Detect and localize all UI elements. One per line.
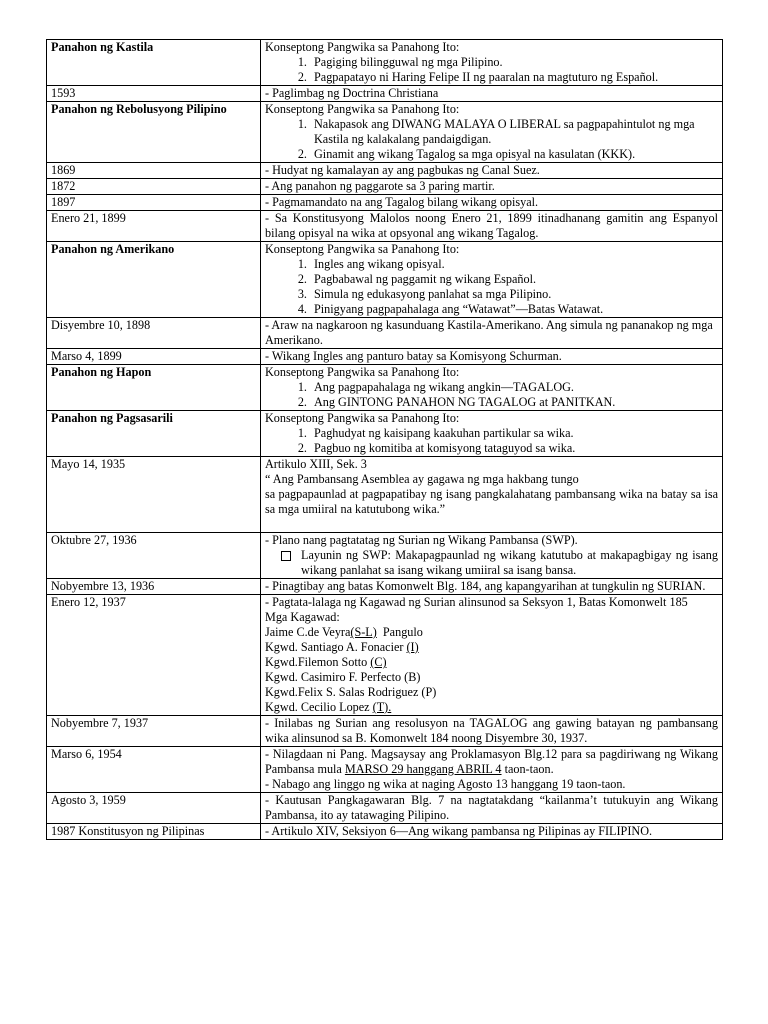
content-cell: - Hudyat ng kamalayan ay ang pagbukas ng Canal Suez.	[261, 163, 723, 179]
member-code: (T).	[372, 700, 392, 714]
date-cell: Mayo 14, 1935	[47, 457, 261, 533]
content-cell: - Ang panahon ng paggarote sa 3 paring martir.	[261, 179, 723, 195]
member-code: (S-L)	[350, 625, 377, 639]
article-ref: Artikulo XIII, Sek. 3	[265, 457, 367, 471]
event-text: - Pagtata-lalaga ng Kagawad ng Surian alinsunod sa Seksyon 1, Batas Komonwelt 185	[265, 595, 688, 609]
member-code: (I)	[406, 640, 419, 654]
period-cell: Panahon ng Amerikano	[47, 242, 261, 318]
content-cell	[261, 411, 723, 457]
table-row	[47, 163, 723, 179]
date-cell: Enero 12, 1937	[47, 595, 261, 716]
content-cell: - Inilabas ng Surian ang resolusyon na TAGALOG ang gawing batayan ng pambansang wika alinsunod sa B. Komonwelt 184 noong Disyembre 30, 1937.	[261, 716, 723, 747]
numbered-list	[265, 117, 718, 162]
content-cell: - Paglimbag ng Doctrina Christiana	[261, 86, 723, 102]
table-row	[47, 349, 723, 365]
table-row	[47, 457, 723, 533]
list-item: 1. Ang pagpapahalaga ng wikang angkin—TAGALOG.	[310, 380, 718, 395]
date-cell: Nobyembre 7, 1937	[47, 716, 261, 747]
concept-intro: Konseptong Pangwika sa Panahong Ito:	[265, 365, 460, 379]
member-line	[265, 640, 718, 655]
period-cell: Panahon ng Pagsasarili	[47, 411, 261, 457]
content-cell	[261, 457, 723, 533]
content-cell: - Pagmamandato na ang Tagalog bilang wikang opisyal.	[261, 195, 723, 211]
quote-line: “ Ang Pambansang Asemblea ay gagawa ng mga hakbang tungo	[265, 472, 579, 486]
member-name: Kgwd.Felix S. Salas Rodriguez	[265, 685, 419, 699]
content-cell	[261, 40, 723, 86]
list-item: 3. Simula ng edukasyong panlahat sa mga Pilipino.	[310, 287, 718, 302]
table-row	[47, 242, 723, 318]
period-cell: Panahon ng Hapon	[47, 365, 261, 411]
table-row	[47, 40, 723, 86]
list-item: 2. Pagbuo ng komitiba at komisyong tataguyod sa wika.	[310, 441, 718, 456]
date-cell: 1593	[47, 86, 261, 102]
date-cell: 1872	[47, 179, 261, 195]
content-cell: - Artikulo XIV, Seksiyon 6—Ang wikang pambansa ng Pilipinas ay FILIPINO.	[261, 824, 723, 840]
content-cell: - Pinagtibay ang batas Komonwelt Blg. 184, ang kapangyarihan at tungkulin ng SURIAN.	[261, 579, 723, 595]
table-row	[47, 747, 723, 793]
content-cell	[261, 747, 723, 793]
member-name: Kgwd. Casimiro F. Perfecto	[265, 670, 402, 684]
content-cell: - Sa Konstitusyong Malolos noong Enero 21, 1899 itinadhanang gamitin ang Espanyol bilang opisyal na wika at opsyonal ang wikang Tagalog.	[261, 211, 723, 242]
list-item: 2. Ginamit ang wikang Tagalog sa mga opisyal na kasulatan (KKK).	[310, 147, 718, 162]
list-item: 2. Pagbabawal ng paggamit ng wikang Español.	[310, 272, 718, 287]
content-cell	[261, 102, 723, 163]
checkbox-bullet-icon	[281, 551, 291, 561]
date-cell: Enero 21, 1899	[47, 211, 261, 242]
date-cell: 1987 Konstitusyon ng Pilipinas	[47, 824, 261, 840]
table-row	[47, 579, 723, 595]
table-row	[47, 179, 723, 195]
table-row	[47, 102, 723, 163]
concept-intro: Konseptong Pangwika sa Panahong Ito:	[265, 242, 460, 256]
list-item: 1. Pagiging bilingguwal ng mga Pilipino.	[310, 55, 718, 70]
table-row	[47, 195, 723, 211]
content-cell	[261, 242, 723, 318]
event-text	[265, 747, 718, 777]
member-line	[265, 655, 718, 670]
member-code: (P)	[421, 685, 437, 699]
period-cell: Panahon ng Kastila	[47, 40, 261, 86]
member-line	[265, 685, 718, 700]
member-name: Kgwd.Filemon Sotto	[265, 655, 368, 669]
date-cell: 1897	[47, 195, 261, 211]
content-cell	[261, 365, 723, 411]
concept-intro: Konseptong Pangwika sa Panahong Ito:	[265, 102, 460, 116]
list-item: 1. Paghudyat ng kaisipang kaakuhan partikular sa wika.	[310, 426, 718, 441]
list-item: 2. Ang GINTONG PANAHON NG TAGALOG at PANITKAN.	[310, 395, 718, 410]
member-name: Jaime C.de Veyra	[265, 625, 351, 639]
numbered-list	[265, 55, 718, 85]
table-row	[47, 793, 723, 824]
table-row	[47, 318, 723, 349]
content-cell	[261, 595, 723, 716]
member-line	[265, 670, 718, 685]
table-row	[47, 211, 723, 242]
members-label: Mga Kagawad:	[265, 610, 340, 624]
list-item: 4. Pinigyang pagpapahalaga ang “Watawat”—Batas Watawat.	[310, 302, 718, 317]
table-row	[47, 716, 723, 747]
event-text: - Nabago ang linggo ng wika at naging Agosto 13 hanggang 19 taon-taon.	[265, 777, 626, 791]
member-line	[265, 625, 718, 640]
table-row	[47, 595, 723, 716]
checkbox-list	[265, 548, 718, 578]
member-name: Kgwd. Santiago A. Fonacier	[265, 640, 404, 654]
content-cell: - Araw na nagkaroon ng kasunduang Kastila-Amerikano. Ang simula ng pananakop ng mga Amerikano.	[261, 318, 723, 349]
list-item	[281, 548, 718, 578]
concept-intro: Konseptong Pangwika sa Panahong Ito:	[265, 40, 460, 54]
table-row	[47, 824, 723, 840]
date-cell: 1869	[47, 163, 261, 179]
proclamation-text-end: taon-taon.	[501, 762, 554, 776]
proclamation-text: - Nilagdaan ni Pang. Magsaysay ang Proklamasyon Blg.12 para sa pagdiriwang ng Wikang Pambansa mula	[265, 747, 718, 776]
list-item: 1. Nakapasok ang DIWANG MALAYA O LIBERAL sa pagpapahintulot ng mga Kastila ng kalakalang pandaigdigan.	[310, 117, 718, 147]
member-line	[265, 700, 718, 715]
numbered-list	[265, 426, 718, 456]
list-item: 1. Ingles ang wikang opisyal.	[310, 257, 718, 272]
numbered-list	[265, 380, 718, 410]
date-cell: Disyembre 10, 1898	[47, 318, 261, 349]
content-cell: - Kautusan Pangkagawaran Blg. 7 na nagtatakdang “kailanma’t tutukuyin ang Wikang Pambansa, ito ay tatawaging Pilipino.	[261, 793, 723, 824]
content-cell	[261, 533, 723, 579]
objective-text: Layunin ng SWP: Makapagpaunlad ng wikang katutubo at makapagbigay ng isang wikang panlahat sa isang wikang umiiral sa isang bansa.	[301, 548, 718, 577]
member-role: Pangulo	[382, 625, 423, 639]
numbered-list	[265, 257, 718, 317]
concept-intro: Konseptong Pangwika sa Panahong Ito:	[265, 411, 460, 425]
date-cell: Marso 4, 1899	[47, 349, 261, 365]
date-cell: Nobyembre 13, 1936	[47, 579, 261, 595]
date-cell: Agosto 3, 1959	[47, 793, 261, 824]
member-code: (B)	[404, 670, 421, 684]
period-cell: Panahon ng Rebolusyong Pilipino	[47, 102, 261, 163]
list-item: 2. Pagpapatayo ni Haring Felipe II ng paaralan na magtuturo ng Español.	[310, 70, 718, 85]
table-row	[47, 411, 723, 457]
member-code: (C)	[370, 655, 387, 669]
table-row	[47, 533, 723, 579]
history-table	[46, 39, 723, 840]
date-cell: Marso 6, 1954	[47, 747, 261, 793]
quote-text: sa pagpapaunlad at pagpapatibay ng isang pangkalahatang pambansang wika na batay sa isa sa mga umiiral na katutubong wika.”	[265, 487, 718, 516]
member-name: Kgwd. Cecilio Lopez	[265, 700, 370, 714]
table-row	[47, 365, 723, 411]
event-text: - Plano nang pagtatatag ng Surian ng Wikang Pambansa (SWP).	[265, 533, 578, 547]
content-cell: - Wikang Ingles ang panturo batay sa Komisyong Schurman.	[261, 349, 723, 365]
date-cell: Oktubre 27, 1936	[47, 533, 261, 579]
table-row	[47, 86, 723, 102]
proclamation-dates: MARSO 29 hanggang ABRIL 4	[344, 762, 502, 776]
